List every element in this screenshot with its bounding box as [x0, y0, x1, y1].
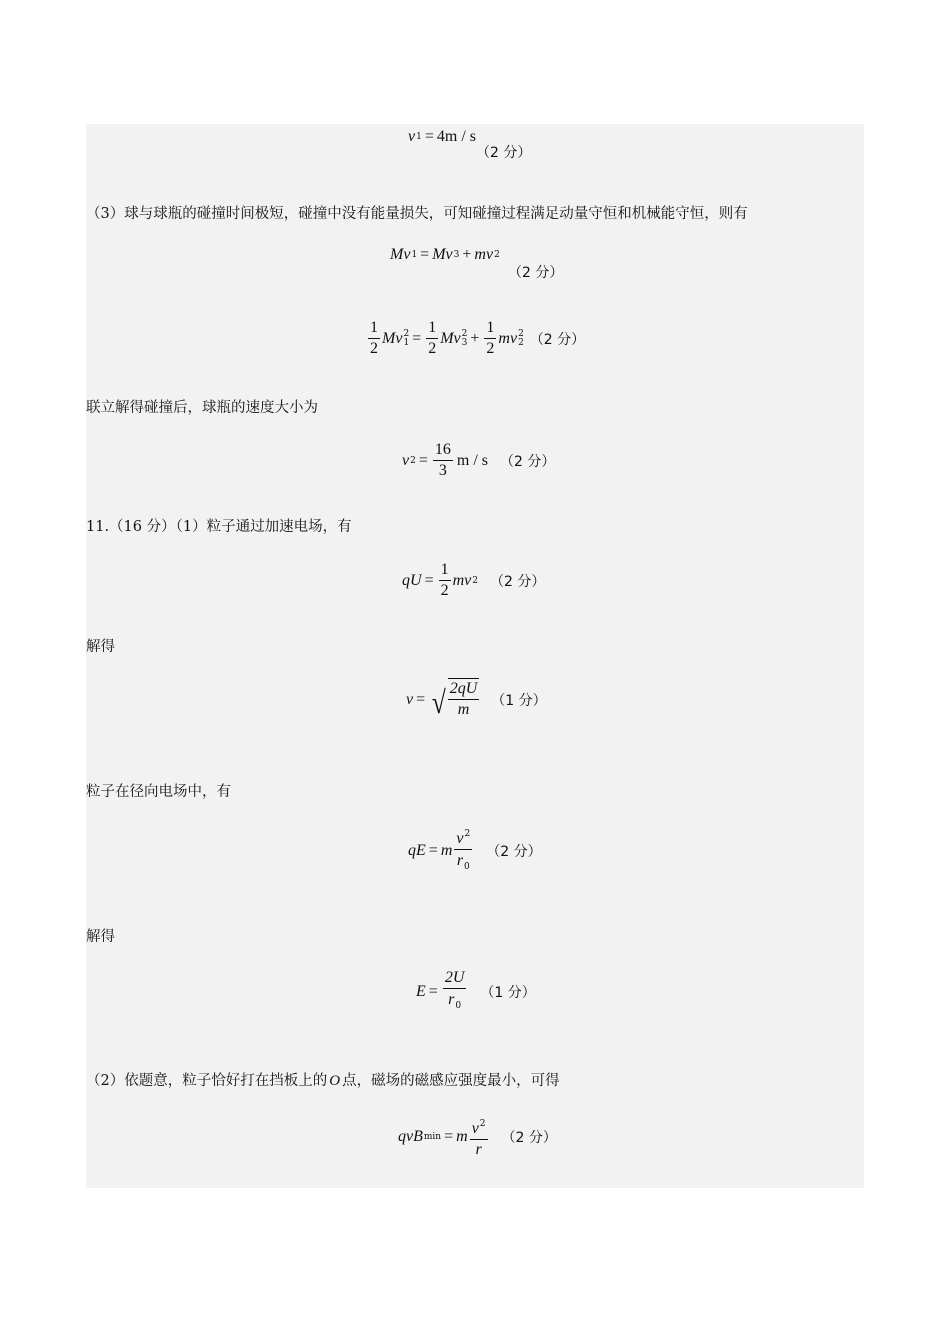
eq-term: mv [474, 246, 494, 263]
fraction-numerator: 1 [368, 318, 380, 339]
fraction-half [439, 560, 451, 601]
score-label: （2 分） [508, 265, 564, 281]
eq-term: mv [452, 571, 472, 589]
equation-velocity [406, 678, 547, 722]
eq-operator: + [470, 329, 480, 347]
fraction [443, 968, 467, 1016]
eq-superscript: 2 [518, 328, 524, 339]
eq-operator: = [444, 1128, 454, 1145]
eq-value: 4m / s [436, 128, 476, 145]
score-label: （1 分） [491, 693, 547, 709]
equation-radial-force [408, 824, 542, 877]
eq-term: Mv [432, 246, 453, 263]
equation-momentum [390, 246, 500, 264]
eq-symbol: qU [402, 571, 422, 589]
eq-superscript: 2 [464, 829, 471, 839]
fraction-numerator: 1 [439, 560, 451, 581]
eq-symbol: qvB [398, 1128, 423, 1145]
fraction-denominator: 3 [438, 462, 447, 479]
eq-symbol: v [408, 128, 416, 145]
eq-term: Mv [440, 329, 461, 347]
eq-subscript: 3 [461, 337, 468, 348]
fraction [454, 824, 472, 877]
fraction-denominator: 2 [428, 340, 437, 357]
eq-operator: = [424, 128, 434, 145]
eq-subscript: 0 [464, 862, 470, 872]
fraction [433, 440, 453, 481]
eq-term: m [440, 841, 453, 859]
fraction-numerator: 1 [484, 318, 496, 339]
eq-term: Mv [382, 329, 403, 347]
fraction-numerator: v [471, 1120, 479, 1137]
paragraph-part2 [86, 1069, 560, 1090]
eq-operator: = [428, 841, 438, 859]
score-label: （2 分） [476, 145, 532, 161]
eq-symbol: E [416, 983, 426, 1000]
radical-sign: √ [431, 684, 446, 720]
score-label: （2 分） [486, 843, 542, 860]
fraction-denominator: r [448, 991, 455, 1008]
fraction [470, 1114, 488, 1160]
fraction-denominator: r [475, 1141, 482, 1158]
fraction-half [368, 318, 380, 359]
paragraph-part3: （3）球与球瓶的碰撞时间极短，碰撞中没有能量损失，可知碰撞过程满足动量守恒和机械能守恒，则有 [86, 206, 748, 222]
eq-subscript: 2 [410, 455, 416, 466]
equation-kinetic [402, 560, 545, 601]
fraction-numerator: 2U [443, 968, 467, 989]
fraction-denominator: 2 [370, 340, 378, 357]
eq-symbol: v [402, 451, 410, 469]
eq-term: Mv [390, 246, 411, 263]
eq-operator: = [416, 691, 426, 708]
fraction-numerator: 1 [426, 318, 438, 339]
eq-subscript: 3 [453, 250, 460, 260]
fraction-half [484, 318, 496, 359]
eq-subscript: 2 [494, 250, 500, 260]
eq-operator: + [462, 246, 472, 263]
fraction-numerator: v [456, 830, 464, 847]
eq-subscript: 0 [455, 1001, 462, 1011]
score-label: （2 分） [529, 331, 586, 348]
eq-unit: m / s [456, 451, 488, 469]
eq-subscript: 1 [411, 250, 418, 260]
eq-subscript: 1 [403, 337, 410, 348]
fraction-numerator: 2qU [448, 679, 480, 700]
eq-symbol: qE [408, 841, 426, 859]
eq-superscript: 2 [461, 328, 468, 339]
score-label: （2 分） [500, 453, 556, 470]
score-label: （1 分） [480, 985, 536, 1001]
paragraph-question-11: 11.（16 分）（1）粒子通过加速电场，有 [86, 519, 352, 535]
radicand [448, 678, 480, 720]
equation-v1 [408, 128, 476, 146]
eq-operator: = [412, 329, 422, 347]
eq-superscript: 2 [479, 1119, 486, 1129]
paragraph-lianli: 联立解得碰撞后，球瓶的速度大小为 [86, 400, 318, 416]
fraction-denominator: 2 [440, 582, 449, 599]
eq-symbol: v [406, 691, 414, 708]
fraction-denominator: 2 [486, 340, 495, 357]
point-o-label: O [329, 1073, 341, 1089]
answer-panel [86, 124, 864, 1188]
eq-operator: = [428, 983, 438, 1000]
square-root [430, 678, 479, 722]
fraction-denominator: m [457, 701, 470, 718]
fraction-numerator: 16 [433, 440, 453, 461]
eq-subscript: min [423, 1132, 442, 1142]
eq-subscript: 1 [416, 132, 422, 142]
equation-magnetic-min [398, 1114, 557, 1160]
eq-operator: = [420, 246, 430, 263]
paragraph-radial-field: 粒子在径向电场中，有 [86, 784, 231, 800]
eq-term: mv [498, 329, 518, 347]
paragraph-part2-a: （2）依题意，粒子恰好打在挡板上的 [86, 1073, 328, 1089]
eq-operator: = [418, 451, 428, 469]
score-label: （2 分） [501, 1130, 557, 1146]
fraction-denominator: r [456, 852, 464, 869]
eq-superscript: 2 [403, 328, 410, 339]
equation-field-strength [416, 968, 536, 1016]
paragraph-jiede-2: 解得 [86, 929, 115, 945]
eq-operator: = [424, 571, 434, 589]
score-label: （2 分） [489, 573, 546, 590]
equation-v2 [402, 440, 555, 481]
eq-term: m [456, 1128, 468, 1145]
eq-superscript: 2 [472, 575, 478, 586]
paragraph-jiede-1: 解得 [86, 639, 115, 655]
paragraph-part2-b: 点，磁场的磁感应强度最小，可得 [342, 1073, 560, 1089]
fraction-half [426, 318, 438, 359]
eq-subscript: 2 [518, 337, 524, 348]
equation-energy [366, 318, 585, 359]
